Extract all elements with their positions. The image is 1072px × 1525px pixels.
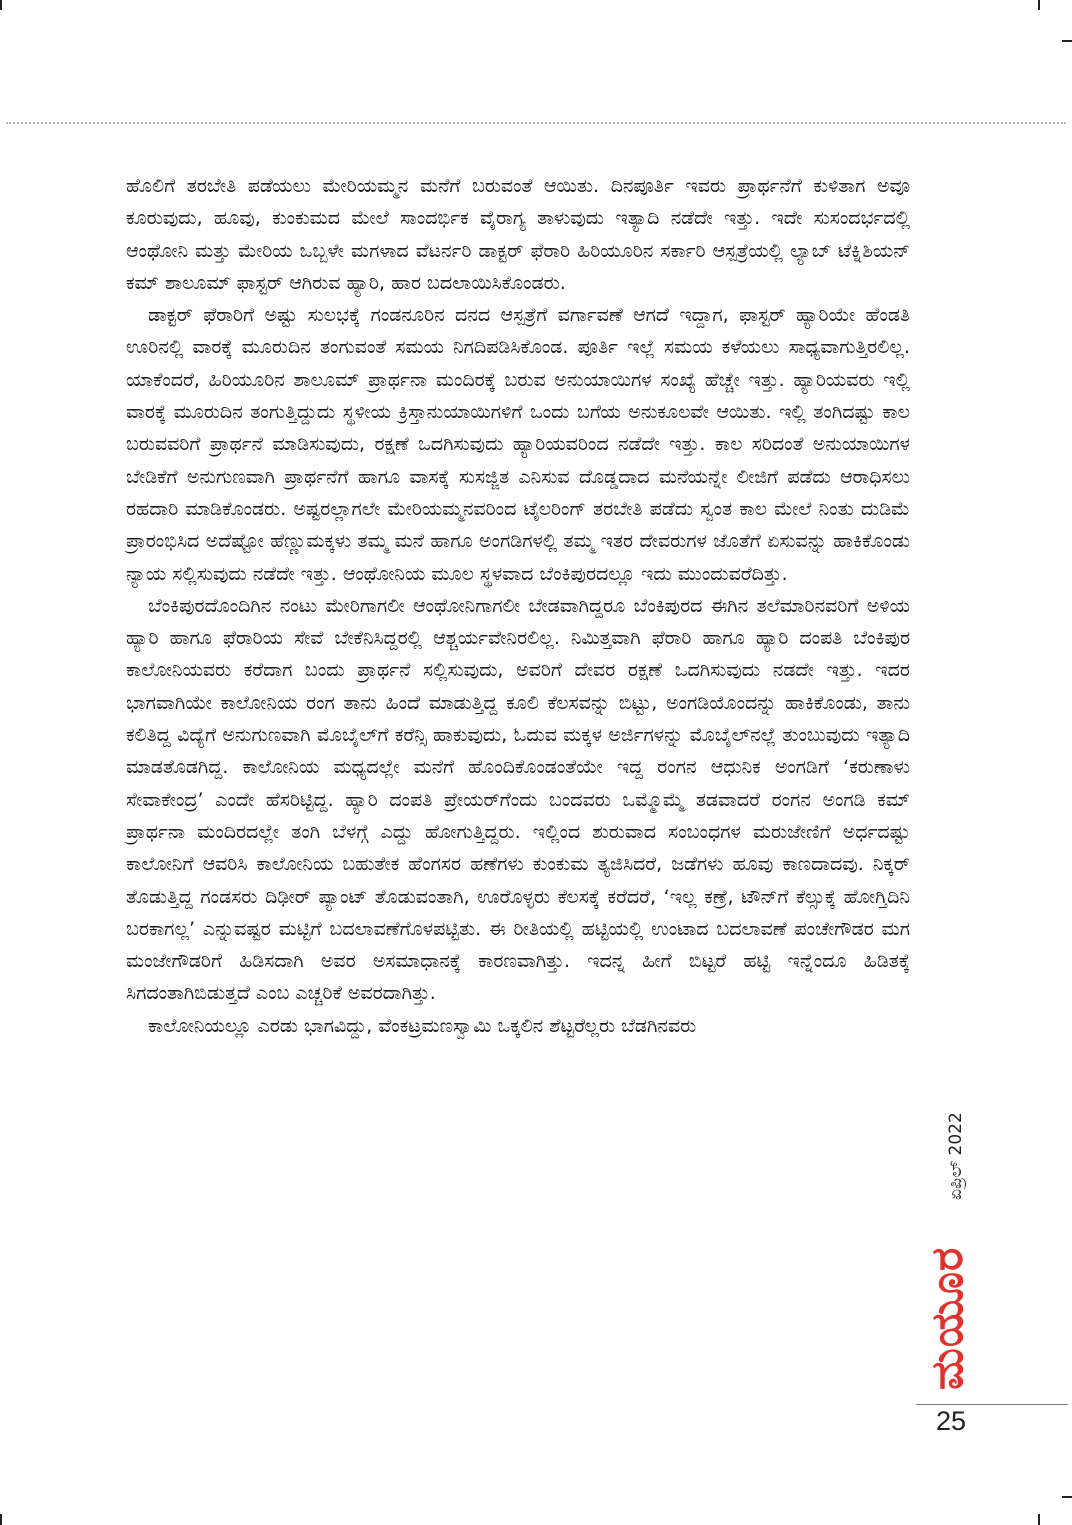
paragraph-3: ಬೆಂಕಿಪುರದೊಂದಿಗಿನ ನಂಟು ಮೇರಿಗಾಗಲೀ ಆಂಥೋನಿಗಾಗಲೀ ಬೇಡವಾಗಿದ್ದರೂ ಬೆಂಕಿಪುರದ ಈಗಿನ ತಲೆಮಾರಿನವರಿಗೆ ಅಳಿಯ ಹ್ಯಾರಿ ಹಾಗೂ ಫೆರಾರಿಯ ಸೇವೆ ಬೇಕೆನಿಸಿದ್ದರಲ್ಲಿ ಆಶ್ಚರ್ಯವೇನಿರಲಿಲ್ಲ. ನಿಮಿತ್ತವಾಗಿ ಫೆರಾರಿ ಹಾಗೂ ಹ್ಯಾರಿ ದಂಪತಿ ಬೆಂಕಿಪುರ ಕಾಲೋನಿಯವರು ಕರೆದಾಗ ಬಂದು ಪ್ರಾರ್ಥನೆ ಸಲ್ಲಿಸುವುದು, ಅವರಿಗೆ ದೇವರ ರಕ್ಷಣೆ ಒದಗಿಸುವುದು ನಡದೇ ಇತ್ತು. ಇದರ ಭಾಗವಾಗಿಯೇ ಕಾಲೋನಿಯ ರಂಗ ತಾನು ಹಿಂದೆ ಮಾಡುತ್ತಿದ್ದ ಕೂಲಿ ಕೆಲಸವನ್ನು ಬಿಟ್ಟು, ಅಂಗಡಿಯೊಂದನ್ನು ಹಾಕಿಕೊಂಡು, ತಾನು ಕಲಿತಿದ್ದ ವಿದ್ಯೆಗೆ ಅನುಗುಣವಾಗಿ ಮೊಬೈಲ್‌ಗೆ ಕರೆನ್ಸಿ ಹಾಕುವುದು, ಓದುವ ಮಕ್ಕಳ ಅರ್ಜಿಗಳನ್ನು ಮೊಬೈಲ್‌ನಲ್ಲೆ ತುಂಬುವುದು ಇತ್ಯಾದಿ ಮಾಡತೊಡಗಿದ್ದ. ಕಾಲೋನಿಯ ಮಧ್ಯದಲ್ಲೇ ಮನೆಗೆ ಹೊಂದಿಕೊಂಡಂತೆಯೇ ಇದ್ದ ರಂಗನ ಆಧುನಿಕ ಅಂಗಡಿಗೆ ‘ಕರುಣಾಳು ಸೇವಾಕೇಂದ್ರ’ ಎಂದೇ ಹೆಸರಿಟ್ಟಿದ್ದ. ಹ್ಯಾರಿ ದಂಪತಿ ಪ್ರೇಯರ್‌ಗೆಂದು ಬಂದವರು ಒಮ್ಮೊಮ್ಮೆ ತಡವಾದರೆ ರಂಗನ ಅಂಗಡಿ ಕಮ್ ಪ್ರಾರ್ಥನಾ ಮಂದಿರದಲ್ಲೇ ತಂಗಿ ಬೆಳಗ್ಗೆ ಎದ್ದು ಹೋಗುತ್ತಿದ್ದರು. ಇಲ್ಲಿಂದ ಶುರುವಾದ ಸಂಬಂಧಗಳ ಮರುಜೇಣಿಗೆ ಅರ್ಧದಷ್ಟು ಕಾಲೋನಿಗೆ ಆವರಿಸಿ ಕಾಲೋನಿಯ ಬಹುತೇಕ ಹೆಂಗಸರ ಹಣೆಗಳು ಕುಂಕುಮ ತ್ಯಜಿಸಿದರೆ, ಜಡೆಗಳು ಹೂವು ಕಾಣದಾದವು. ನಿಕ್ಕರ್ ತೊಡುತ್ತಿದ್ದ ಗಂಡಸರು ದಿಢೀರ್ ಪ್ಯಾಂಟ್ ತೊಡುವಂತಾಗಿ, ಊರೊಳ್ಳರು ಕೆಲಸಕ್ಕೆ ಕರೆದರೆ, ‘ಇಲ್ಲ ಕಣ್ರೆ, ಟೌನ್‌ಗೆ ಕೆಲ್ಸುಕ್ಕೆ ಹೋಗ್ತಿದಿನಿ ಬರಕಾಗಲ್ಲ’ ಎನ್ನುವಷ್ಟರ ಮಟ್ಟಿಗೆ ಬದಲಾವಣೆಗೊಳಪಟ್ಟಿತು. ಈ ರೀತಿಯಲ್ಲಿ ಹಟ್ಟಿಯಲ್ಲಿ ಉಂಟಾದ ಬದಲಾವಣೆ ಪಂಚೇಗೌಡರ ಮಗ ಮಂಜೇಗೌಡರಿಗೆ ಹಿಡಿಸದಾಗಿ ಅವರ ಅಸಮಾಧಾನಕ್ಕೆ ಕಾರಣವಾಗಿತ್ತು. ಇದನ್ನ ಹೀಗೆ ಬಿಟ್ಟರೆ ಹಟ್ಟಿ ಇನ್ನೆಂದೂ ಹಿಡಿತಕ್ಕೆ ಸಿಗದಂತಾಗಿಬಿಡುತ್ತದೆ ಎಂಬ ಎಚ್ಚರಿಕೆ ಅವರದಾಗಿತ್ತು. [126,594,910,1005]
page-number-rule [916,1404,1068,1405]
paragraph-1: ಹೊಲಿಗೆ ತರಬೇತಿ ಪಡೆಯಲು ಮೇರಿಯಮ್ಮನ ಮನೆಗೆ ಬರುವಂತೆ ಆಯಿತು. ದಿನಪೂರ್ತಿ ಇವರು ಪ್ರಾರ್ಥನೆಗೆ ಕುಳಿತಾಗ ಅವೂ ಕೂರುವುದು, ಹೂವು, ಕುಂಕುಮದ ಮೇಲೆ ಸಾಂದರ್ಭಿಕ ವೈರಾಗ್ಯ ತಾಳುವುದು ಇತ್ಯಾದಿ ನಡೆದೇ ಇತ್ತು. ಇದೇ ಸುಸಂದರ್ಭದಲ್ಲಿ ಆಂಥೋನಿ ಮತ್ತು ಮೇರಿಯ ಒಬ್ಬಳೇ ಮಗಳಾದ ವೆಟರ್ನರಿ ಡಾಕ್ಟರ್ ಫೆರಾರಿ ಹಿರಿಯೂರಿನ ಸರ್ಕಾರಿ ಆಸ್ಪತ್ರೆಯಲ್ಲಿ ಲ್ಯಾಬ್ ಟೆಕ್ನಿಶಿಯನ್ ಕಮ್ ಶಾಲೂಮ್ ಫಾಸ್ಟರ್ ಆಗಿರುವ ಹ್ಯಾರಿ, ಹಾರ ಬದಲಾಯಿಸಿಕೊಂಡರು. [126,175,910,294]
crop-mark-top-left [0,0,2,10]
header-dotted-rule [6,122,1066,124]
page-number: 25 [936,1406,967,1436]
crop-mark-right-lower [1062,1496,1072,1498]
issue-date: ಏಪ್ರಿಲ್ 2022 [946,1112,966,1200]
crop-mark-bottom-left [0,1514,2,1525]
paragraph-2: ಡಾಕ್ಟರ್ ಫೆರಾರಿಗೆ ಅಷ್ಟು ಸುಲಭಕ್ಕೆ ಗಂಡನೂರಿನ ದನದ ಆಸ್ಪತ್ರೆಗೆ ವರ್ಗಾವಣೆ ಆಗದೆ ಇದ್ದಾಗ, ಫಾಸ್ಟರ್ ಹ್ಯಾರಿಯೇ ಹೆಂಡತಿ ಊರಿನಲ್ಲಿ ವಾರಕ್ಕೆ ಮೂರುದಿನ ತಂಗುವಂತೆ ಸಮಯ ನಿಗದಿಪಡಿಸಿಕೊಂಡ. ಪೂರ್ತಿ ಇಲ್ಲೆ ಸಮಯ ಕಳೆಯಲು ಸಾಧ್ಯವಾಗುತ್ತಿರಲಿಲ್ಲ. ಯಾಕೆಂದರೆ, ಹಿರಿಯೂರಿನ ಶಾಲೂಮ್ ಪ್ರಾರ್ಥನಾ ಮಂದಿರಕ್ಕೆ ಬರುವ ಅನುಯಾಯಿಗಳ ಸಂಖ್ಯೆ ಹೆಚ್ಚೇ ಇತ್ತು. ಹ್ಯಾರಿಯವರು ಇಲ್ಲಿ ವಾರಕ್ಕೆ ಮೂರುದಿನ ತಂಗುತ್ತಿದ್ದುದು ಸ್ಥಳೀಯ ಕ್ರಿಸ್ತಾನುಯಾಯಿಗಳಿಗೆ ಒಂದು ಬಗೆಯ ಅನುಕೂಲವೇ ಆಯಿತು. ಇಲ್ಲಿ ತಂಗಿದಷ್ಟು ಕಾಲ ಬರುವವರಿಗೆ ಪ್ರಾರ್ಥನೆ ಮಾಡಿಸುವುದು, ರಕ್ಷಣೆ ಒದಗಿಸುವುದು ಹ್ಯಾರಿಯವರಿಂದ ನಡೆದೇ ಇತ್ತು. ಕಾಲ ಸರಿದಂತೆ ಅನುಯಾಯಿಗಳ ಬೇಡಿಕೆಗೆ ಅನುಗುಣವಾಗಿ ಪ್ರಾರ್ಥನೆಗೆ ಹಾಗೂ ವಾಸಕ್ಕೆ ಸುಸಜ್ಜಿತ ಎನಿಸುವ ದೊಡ್ಡದಾದ ಮನೆಯನ್ನೇ ಲೀಜಿಗೆ ಪಡೆದು ಆರಾಧಿಸಲು ರಹದಾರಿ ಮಾಡಿಕೊಂಡರು. ಅಷ್ಟರಲ್ಲಾಗಲೇ ಮೇರಿಯಮ್ಮನವರಿಂದ ಟೈಲರಿಂಗ್ ತರಬೇತಿ ಪಡೆದು ಸ್ವಂತ ಕಾಲ ಮೇಲೆ ನಿಂತು ದುಡಿಮೆ ಪ್ರಾರಂಭಿಸಿದ ಅದೆಷ್ಟೋ ಹೆಣ್ಣುಮಕ್ಕಳು ತಮ್ಮ ಮನೆ ಹಾಗೂ ಅಂಗಡಿಗಳಲ್ಲಿ ತಮ್ಮ ಇತರ ದೇವರುಗಳ ಜೊತೆಗೆ ಏಸುವನ್ನು ಹಾಕಿಕೊಂಡು ನ್ಯಾಯ ಸಲ್ಲಿಸುವುದು ನಡೆದೇ ಇತ್ತು. ಆಂಥೋನಿಯ ಮೂಲ ಸ್ಥಳವಾದ ಬೆಂಕಿಪುರದಲ್ಲೂ ಇದು ಮುಂದುವರೆದಿತ್ತು. [126,304,910,585]
magazine-logo: ಮಯೂರ [922,1246,973,1390]
sidebar-issue-info [916,1100,986,1390]
article-body [126,170,910,1042]
crop-mark-right-upper [1062,40,1072,42]
crop-mark-bottom-right [1038,1514,1040,1525]
paragraph-4: ಕಾಲೋನಿಯಲ್ಲೂ ಎರಡು ಭಾಗವಿದ್ದು, ವೆಂಕಟ್ರಮಣಸ್ವಾಮಿ ಒಕ್ಕಲಿನ ಶೆಟ್ಟರೆಲ್ಲರು ಬೆಡಗಿನವರು [148,1014,697,1037]
crop-mark-top-right [1038,0,1040,10]
